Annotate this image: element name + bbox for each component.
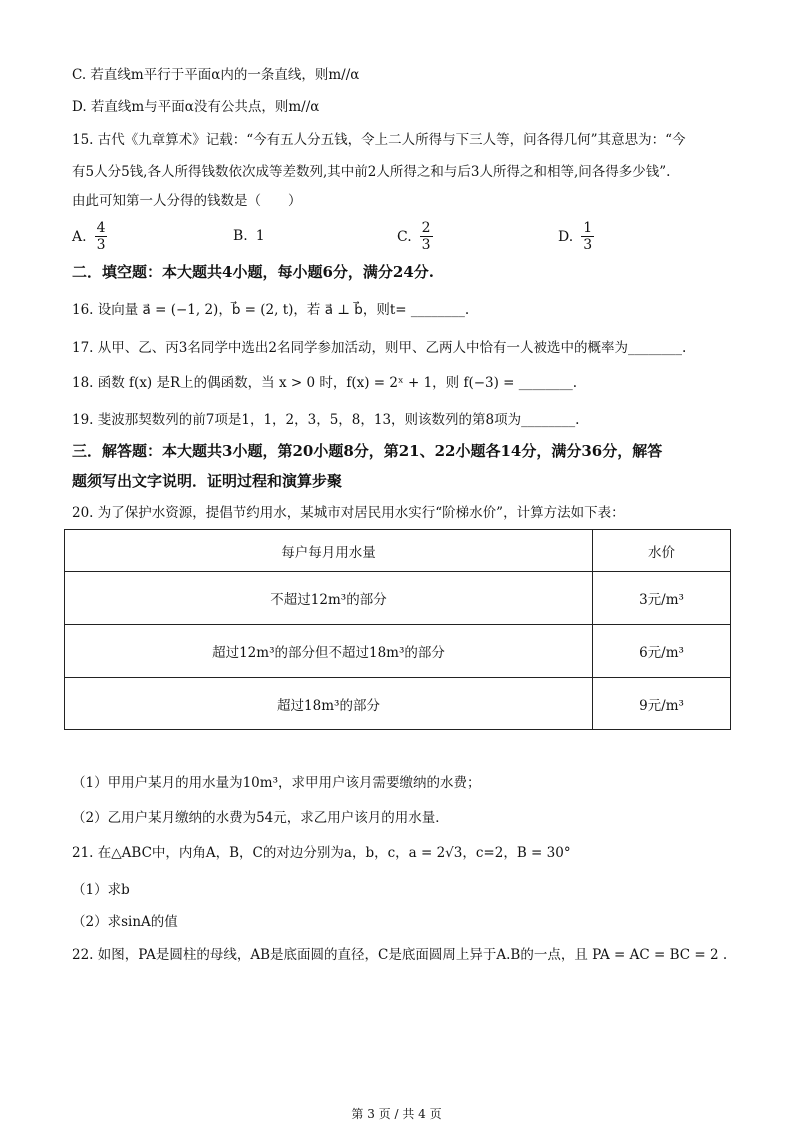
q20-part-2: （2）乙用户某月缴纳的水费为54元，求乙用户该月的用水量． <box>72 810 449 826</box>
q15-text-2: 有5人分5钱,各人所得钱数依次成等差数列,其中前2人所得之和与后3人所得之和相等,问各得多少钱”. <box>72 164 671 180</box>
option-label: C. <box>397 228 412 245</box>
numerator: 4 <box>96 220 106 236</box>
q15-option-a <box>72 220 107 253</box>
q21: 21. 在△ABC中，内角A，B，C的对边分别为a，b，c，a = 2√3，c=2，B = 30° <box>72 845 571 861</box>
fraction <box>581 220 594 253</box>
water-price-table <box>64 529 731 730</box>
q15-option-b <box>233 228 265 244</box>
option-label: D. <box>558 228 574 245</box>
price-cell: 6元/m³ <box>593 625 731 678</box>
numerator: 1 <box>583 220 593 236</box>
option-label: B. <box>233 228 248 244</box>
numerator: 2 <box>421 220 431 236</box>
option-label: A. <box>72 228 87 245</box>
usage-cell: 不超过12m³的部分 <box>65 572 593 625</box>
section-2-heading: 二．填空题：本大题共4小题，每小题6分，满分24分. <box>72 263 434 281</box>
q20: 20. 为了保护水资源，提倡节约用水，某城市对居民用水实行“阶梯水价”，计算方法如下表： <box>72 505 625 521</box>
section-3-heading-2: 题须写出文字说明．证明过程和演算步聚 <box>72 472 343 490</box>
usage-cell: 超过12m³的部分但不超过18m³的部分 <box>65 625 593 678</box>
q21-part-1: （1）求b <box>72 882 130 898</box>
table-row <box>65 678 731 730</box>
header-usage: 每户每月用水量 <box>65 530 593 572</box>
price-cell: 9元/m³ <box>593 678 731 730</box>
option-value: 1 <box>255 228 265 244</box>
price-cell: 3元/m³ <box>593 572 731 625</box>
q20-part-1: （1）甲用户某月的用水量为10m³，求甲用户该月需要缴纳的水费； <box>72 775 481 791</box>
q21-part-2: （2）求sinA的值 <box>72 914 178 930</box>
usage-cell: 超过18m³的部分 <box>65 678 593 730</box>
table-row <box>65 572 731 625</box>
q22: 22. 如图，PA是圆柱的母线，AB是底面圆的直径，C是底面圆周上异于A.B的一点，且 PA = AC = BC = 2 . <box>72 947 728 963</box>
q15-text-1: 15. 古代《九章算术》记载：“今有五人分五钱，令上二人所得与下三人等，问各得几何”其意思为：“今 <box>72 132 686 148</box>
fraction <box>420 220 433 253</box>
table-header-row <box>65 530 731 572</box>
denominator: 3 <box>96 237 106 253</box>
q17: 17. 从甲、乙、丙3名同学中选出2名同学参加活动，则甲、乙两人中恰有一人被选中的概率为________. <box>72 340 687 356</box>
q19: 19. 斐波那契数列的前7项是1，1，2，3，5，8，13，则该数列的第8项为________. <box>72 412 580 428</box>
section-3-heading-1: 三．解答题：本大题共3小题，第20小题8分，第21、22小题各14分，满分36分，解答 <box>72 442 663 460</box>
header-price: 水价 <box>593 530 731 572</box>
q18: 18. 函数 f(x) 是R上的偶函数，当 x > 0 时，f(x) = 2ˣ + 1，则 f(−3) = ________. <box>72 375 578 391</box>
page-footer: 第 3 页 / 共 4 页 <box>351 1107 442 1121</box>
q14-option-c: C. 若直线m平行于平面α内的一条直线，则m//α <box>72 67 360 83</box>
denominator: 3 <box>583 237 593 253</box>
q15-option-c <box>397 220 433 253</box>
q16: 16. 设向量 a⃗ = (−1, 2)，b⃗ = (2, t)，若 a⃗ ⊥ b⃗，则t= ________. <box>72 302 470 318</box>
denominator: 3 <box>421 237 431 253</box>
q14-option-d: D. 若直线m与平面α没有公共点，则m//α <box>72 99 320 115</box>
q15-text-3: 由此可知第一人分得的钱数是（ ） <box>72 193 302 209</box>
fraction <box>95 220 108 253</box>
q15-option-d <box>558 220 594 253</box>
table-row <box>65 625 731 678</box>
